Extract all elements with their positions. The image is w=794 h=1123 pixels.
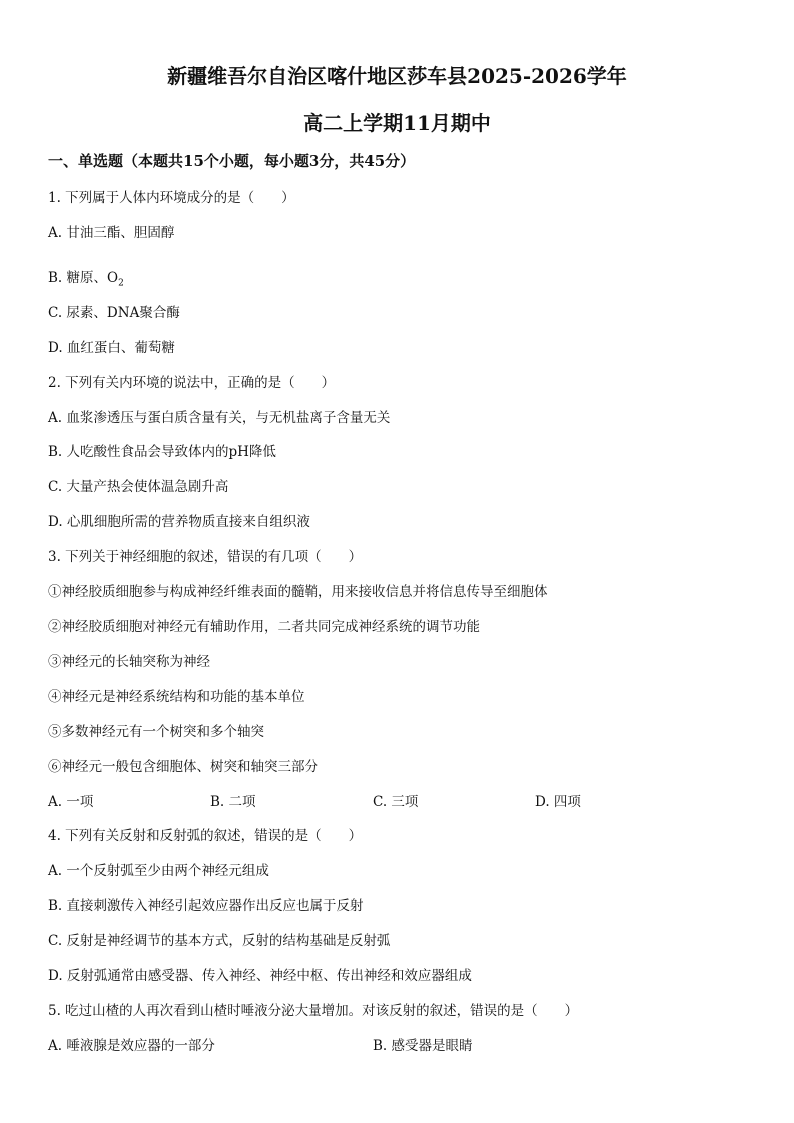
question-1-option-a: A. 甘油三酯、胆固醇	[48, 225, 175, 241]
question-2-option-d: D. 心肌细胞所需的营养物质直接来自组织液	[48, 514, 310, 530]
question-4-option-a: A. 一个反射弧至少由两个神经元组成	[48, 863, 269, 879]
question-5-option-b: B. 感受器是眼睛	[373, 1038, 473, 1054]
question-3-statement-5: ⑤多数神经元有一个树突和多个轴突	[48, 724, 264, 740]
question-1-stem: 1. 下列属于人体内环境成分的是（ ）	[48, 190, 295, 206]
question-4-option-c: C. 反射是神经调节的基本方式，反射的结构基础是反射弧	[48, 933, 391, 949]
question-3-option-b: B. 二项	[210, 794, 256, 810]
question-2-option-a: A. 血浆渗透压与蛋白质含量有关，与无机盐离子含量无关	[48, 410, 391, 426]
question-3-statement-3: ③神经元的长轴突称为神经	[48, 654, 210, 670]
question-1-option-b-subscript: 2	[118, 278, 124, 289]
question-4-option-d: D. 反射弧通常由感受器、传入神经、神经中枢、传出神经和效应器组成	[48, 968, 472, 984]
question-2-option-c: C. 大量产热会使体温急剧升高	[48, 479, 229, 495]
exam-title-line2: 高二上学期11月期中	[303, 111, 491, 135]
question-1-option-b	[48, 266, 124, 289]
question-1-option-b-text: B. 糖原、O	[48, 270, 119, 286]
question-3-option-c: C. 三项	[373, 794, 419, 810]
question-3-statement-4: ④神经元是神经系统结构和功能的基本单位	[48, 689, 305, 705]
question-3-statement-2: ②神经胶质细胞对神经元有辅助作用，二者共同完成神经系统的调节功能	[48, 619, 480, 635]
question-4-stem: 4. 下列有关反射和反射弧的叙述，错误的是（ ）	[48, 828, 363, 844]
exam-title-line1: 新疆维吾尔自治区喀什地区莎车县2025-2026学年	[167, 64, 627, 88]
question-5-option-a: A. 唾液腺是效应器的一部分	[48, 1038, 215, 1054]
section-heading: 一、单选题（本题共15个小题，每小题3分，共45分）	[48, 152, 416, 170]
question-5-stem: 5. 吃过山楂的人再次看到山楂时唾液分泌大量增加。对该反射的叙述，错误的是（ ）	[48, 1003, 579, 1019]
question-3-statement-6: ⑥神经元一般包含细胞体、树突和轴突三部分	[48, 759, 318, 775]
question-2-stem: 2. 下列有关内环境的说法中，正确的是（ ）	[48, 375, 336, 391]
question-3-option-a: A. 一项	[48, 794, 94, 810]
question-3-stem: 3. 下列关于神经细胞的叙述，错误的有几项（ ）	[48, 549, 363, 565]
question-1-option-c: C. 尿素、DNA聚合酶	[48, 305, 180, 321]
question-2-option-b: B. 人吃酸性食品会导致体内的pH降低	[48, 444, 276, 460]
question-3-statement-1: ①神经胶质细胞参与构成神经纤维表面的髓鞘，用来接收信息并将信息传导至细胞体	[48, 584, 548, 600]
question-1-option-d: D. 血红蛋白、葡萄糖	[48, 340, 175, 356]
question-3-option-d: D. 四项	[535, 794, 581, 810]
question-4-option-b: B. 直接刺激传入神经引起效应器作出反应也属于反射	[48, 898, 364, 914]
